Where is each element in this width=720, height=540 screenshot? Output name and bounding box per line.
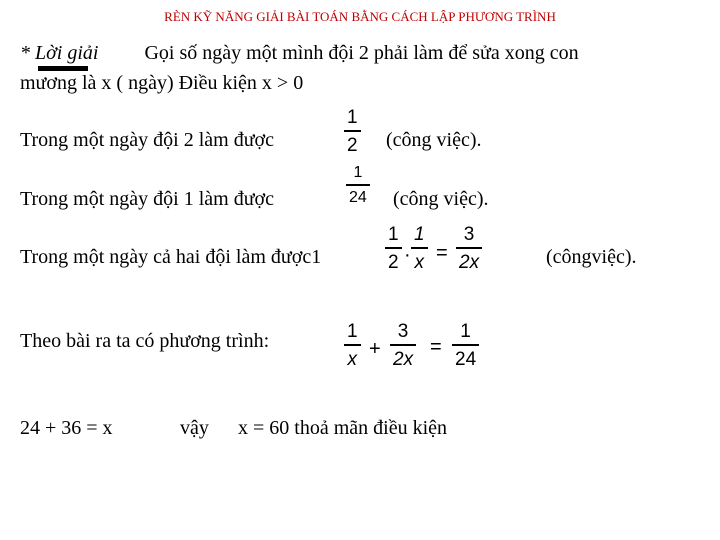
both-text: Trong một ngày cả hai đội làm được1 bbox=[20, 246, 322, 268]
fraction-rule bbox=[452, 344, 479, 346]
both-frac-2-num: 1 bbox=[414, 224, 425, 245]
team2-frac-den: 2 bbox=[347, 135, 358, 156]
team2-text: Trong một ngày đội 2 làm được bbox=[20, 129, 275, 151]
eq-frac-3-num: 1 bbox=[460, 321, 471, 342]
both-frac-2-den: x bbox=[414, 252, 425, 273]
both-frac-3-den: 2x bbox=[459, 252, 480, 273]
both-eq: = bbox=[436, 242, 448, 264]
eq-frac-1-den: x bbox=[347, 349, 358, 370]
solution-prefix: * Lời giải bbox=[20, 42, 99, 64]
team1-fraction bbox=[346, 165, 370, 206]
eq-plus: + bbox=[369, 338, 381, 360]
eq-frac-2 bbox=[390, 322, 416, 369]
fraction-rule bbox=[344, 130, 361, 132]
fraction-rule bbox=[390, 344, 416, 346]
solution-line-1 bbox=[20, 42, 579, 64]
team1-frac-num: 1 bbox=[353, 164, 363, 181]
eq-frac-3 bbox=[452, 322, 479, 369]
solution-text-1: Gọi số ngày một mình đội 2 phải làm để sửa xong con bbox=[144, 42, 579, 64]
fraction-rule bbox=[344, 344, 361, 346]
both-unit: (côngviệc). bbox=[546, 246, 637, 268]
eq-frac-2-num: 3 bbox=[397, 321, 409, 342]
eq-frac-3-den: 24 bbox=[455, 349, 477, 370]
both-frac-1-num: 1 bbox=[388, 224, 399, 245]
equation-text: Theo bài ra ta có phương trình: bbox=[20, 330, 270, 352]
both-frac-2 bbox=[411, 225, 428, 272]
result-left: 24 + 36 = x bbox=[20, 417, 113, 439]
page-title: RÈN KỸ NĂNG GIẢI BÀI TOÁN BẰNG CÁCH LẬP PHƯƠNG TRÌNH bbox=[164, 9, 556, 24]
team2-frac-num: 1 bbox=[347, 107, 358, 128]
solution-line-2: mương là x ( ngày) Điều kiện x > 0 bbox=[20, 72, 304, 94]
fraction-rule bbox=[385, 247, 402, 249]
eq-frac-2-den: 2x bbox=[393, 349, 414, 370]
team1-unit: (công việc). bbox=[393, 188, 489, 210]
team1-text: Trong một ngày đội 1 làm được bbox=[20, 188, 275, 210]
team1-frac-den: 24 bbox=[349, 189, 367, 206]
fraction-rule bbox=[346, 184, 370, 186]
highlight-bar bbox=[38, 66, 88, 71]
eq-frac-1-num: 1 bbox=[347, 321, 358, 342]
eq-equals: = bbox=[430, 336, 442, 358]
both-frac-1-den: 2 bbox=[388, 252, 399, 273]
team2-fraction bbox=[344, 108, 361, 155]
both-frac-3-num: 3 bbox=[463, 224, 475, 245]
both-op: · bbox=[404, 244, 411, 266]
both-frac-1 bbox=[385, 225, 402, 272]
team2-unit: (công việc). bbox=[386, 129, 482, 151]
eq-frac-1 bbox=[344, 322, 361, 369]
result-right: x = 60 thoả mãn điều kiện bbox=[238, 417, 448, 439]
both-frac-3 bbox=[456, 225, 482, 272]
fraction-rule bbox=[411, 247, 428, 249]
result-middle: vậy bbox=[180, 417, 209, 439]
fraction-rule bbox=[456, 247, 482, 249]
